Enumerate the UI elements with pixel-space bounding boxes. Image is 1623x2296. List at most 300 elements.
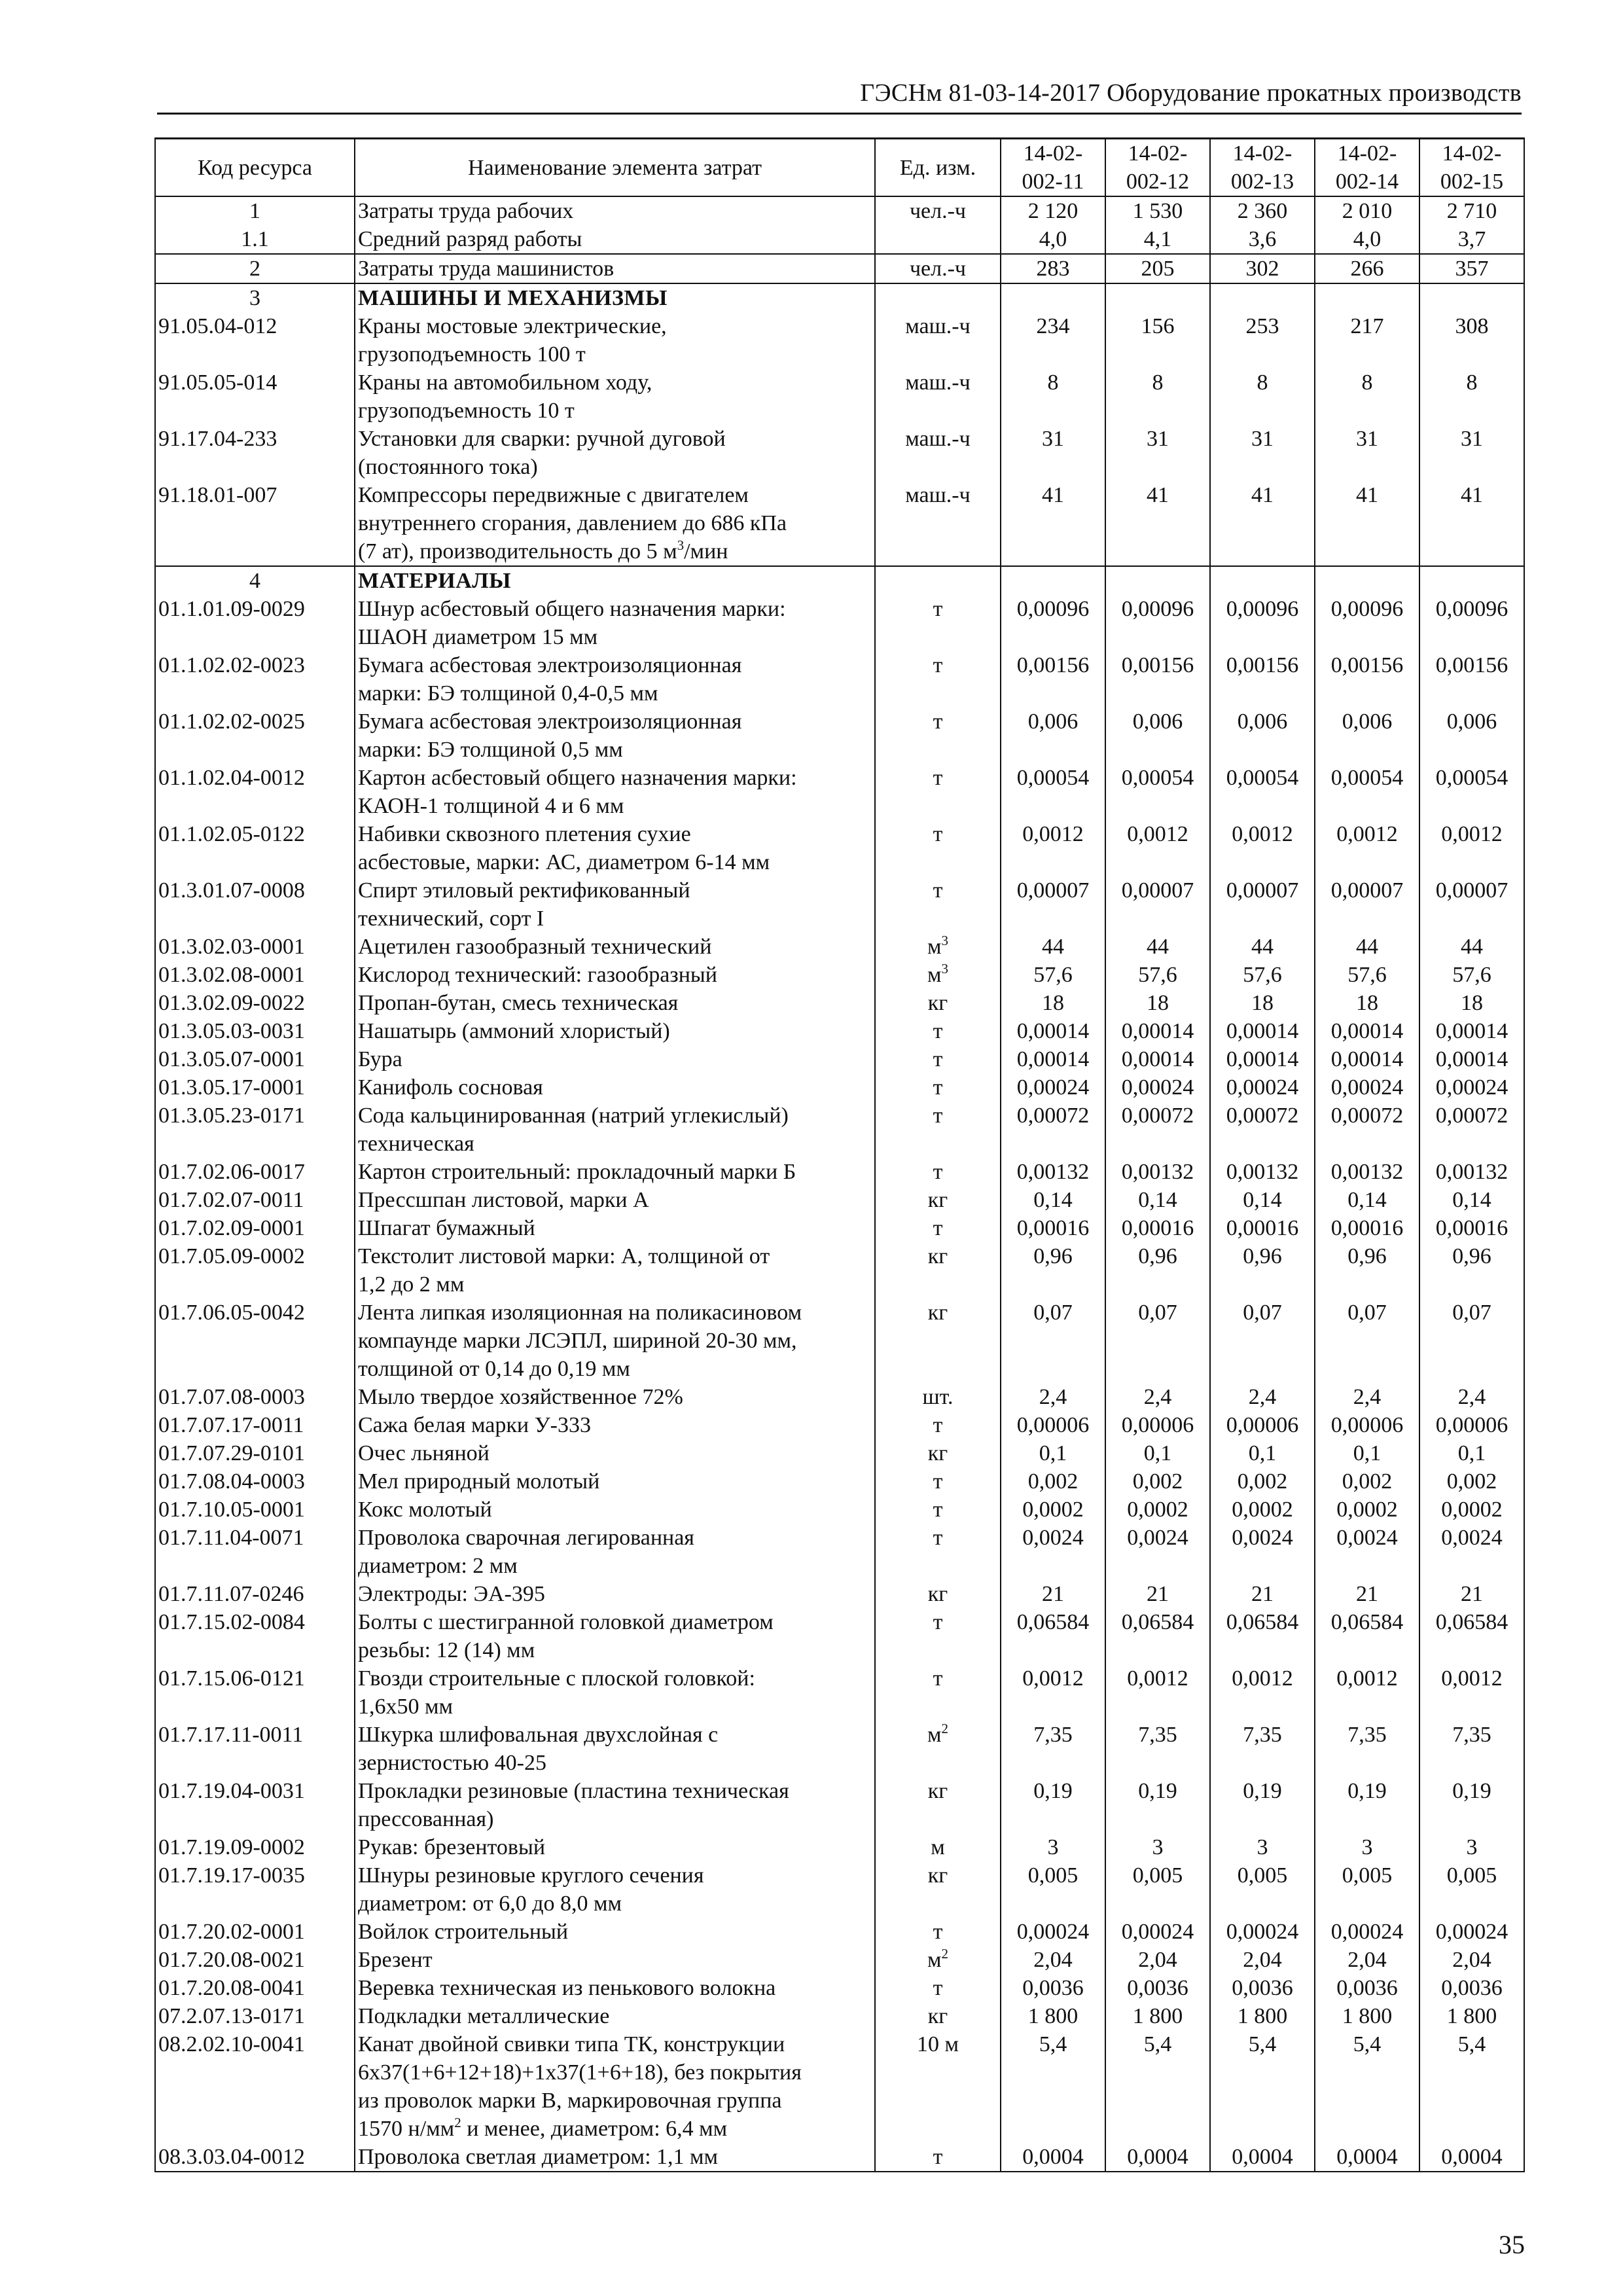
norm-value: [1105, 566, 1210, 595]
norm-value: 3: [1105, 1833, 1210, 1861]
norm-value: 2,4: [1419, 1383, 1524, 1411]
norm-value: 0,19: [1105, 1777, 1210, 1833]
norm-value: 0,00016: [1315, 1214, 1419, 1242]
table-row: [155, 1467, 1524, 1496]
table-row: [155, 196, 1524, 225]
unit: т: [875, 1045, 1001, 1073]
norm-value: [1210, 566, 1315, 595]
resource-name: [355, 425, 875, 481]
resource-name-line: Сажа белая марки У-333: [358, 1413, 591, 1437]
resource-name: [355, 1299, 875, 1383]
resource-name-line: Картон асбестовый общего назначения марки:: [358, 766, 797, 790]
table-row: [155, 2002, 1524, 2030]
norm-value: 0,0036: [1210, 1974, 1315, 2002]
resource-name-line: Очес льняной: [358, 1441, 490, 1465]
resource-name: [355, 1242, 875, 1299]
resource-name: [355, 1045, 875, 1073]
norm-value: 18: [1419, 989, 1524, 1017]
header-norm-line: 14-02-: [1128, 141, 1188, 166]
resource-name: [355, 368, 875, 425]
resource-code: 01.7.02.09-0001: [155, 1214, 355, 1242]
unit: т: [875, 1664, 1001, 1721]
unit: т: [875, 595, 1001, 651]
norm-value: 0,00132: [1210, 1158, 1315, 1186]
resource-name-line: резьбы: 12 (14) мм: [358, 1638, 535, 1662]
resource-name-line: Краны на автомобильном ходу,: [358, 370, 652, 395]
resource-name-line: Подкладки металлические: [358, 2004, 610, 2028]
resource-name-line: (7 ат), производительность до 5 $м^3$/мин: [358, 537, 728, 564]
resource-name-line: диаметром: от 6,0 до 8,0 мм: [358, 1892, 622, 1916]
norm-value: 2,04: [1315, 1946, 1419, 1974]
norm-value: 41: [1001, 481, 1105, 566]
norm-value: 57,6: [1105, 961, 1210, 989]
table-row: [155, 368, 1524, 425]
norm-value: 0,00072: [1105, 1102, 1210, 1158]
resource-code: 08.3.03.04-0012: [155, 2143, 355, 2172]
unit: кг: [875, 1861, 1001, 1918]
header-name: Наименование элемента затрат: [355, 139, 875, 197]
superscript: 3: [941, 933, 948, 948]
norm-value: 3: [1001, 1833, 1105, 1861]
norm-value: 0,00132: [1001, 1158, 1105, 1186]
resource-name-line: Электроды: ЭА-395: [358, 1582, 545, 1606]
norm-value: 217: [1315, 312, 1419, 368]
norm-value: 8: [1315, 368, 1419, 425]
norm-value: 41: [1315, 481, 1419, 566]
table-row: [155, 1946, 1524, 1974]
resource-name: [355, 1411, 875, 1439]
table-row: [155, 595, 1524, 651]
norm-value: 0,14: [1419, 1186, 1524, 1214]
resource-name-line: Проволока сварочная легированная: [358, 1526, 694, 1550]
norm-value: 0,96: [1315, 1242, 1419, 1299]
norm-value: 0,00016: [1210, 1214, 1315, 1242]
norm-value: 0,00024: [1419, 1073, 1524, 1102]
norm-value: 0,06584: [1315, 1608, 1419, 1664]
norm-value: 0,00054: [1105, 764, 1210, 820]
resource-table: [154, 137, 1525, 2172]
norm-value: 44: [1315, 933, 1419, 961]
unit: $м^3$: [875, 933, 1001, 961]
norm-value: 2 120: [1001, 196, 1105, 225]
resource-name-line: Шпагат бумажный: [358, 1216, 535, 1240]
resource-name-line: Проволока светлая диаметром: 1,1 мм: [358, 2145, 719, 2169]
unit: т: [875, 651, 1001, 708]
norm-value: 0,0012: [1001, 1664, 1105, 1721]
norm-value: 0,00054: [1419, 764, 1524, 820]
resource-name: [355, 1524, 875, 1580]
norm-value: 0,0012: [1210, 820, 1315, 876]
resource-code: 01.3.02.03-0001: [155, 933, 355, 961]
resource-code: 01.7.02.06-0017: [155, 1158, 355, 1186]
unit: т: [875, 1467, 1001, 1496]
norm-value: 41: [1210, 481, 1315, 566]
table-row: [155, 1242, 1524, 1299]
unit: кг: [875, 1439, 1001, 1467]
norm-value: 0,0004: [1210, 2143, 1315, 2172]
resource-code: 08.2.02.10-0041: [155, 2030, 355, 2143]
resource-name-line: Установки для сварки: ручной дуговой: [358, 427, 726, 451]
resource-name-line: 1,2 до 2 мм: [358, 1272, 465, 1297]
norm-value: 8: [1105, 368, 1210, 425]
norm-value: 0,19: [1210, 1777, 1315, 1833]
norm-value: 0,00054: [1001, 764, 1105, 820]
resource-name-line: Затраты труда рабочих: [358, 199, 574, 223]
norm-value: 0,0012: [1105, 1664, 1210, 1721]
resource-code: 01.1.02.02-0025: [155, 708, 355, 764]
resource-name: [355, 312, 875, 368]
norm-value: 2,4: [1105, 1383, 1210, 1411]
norm-value: 0,00096: [1315, 595, 1419, 651]
unit: м: [875, 1833, 1001, 1861]
resource-name-line: Мыло твердое хозяйственное 72%: [358, 1385, 683, 1409]
norm-value: 31: [1001, 425, 1105, 481]
norm-value: 0,0024: [1419, 1524, 1524, 1580]
norm-value: 0,00156: [1001, 651, 1105, 708]
norm-value: 21: [1105, 1580, 1210, 1608]
norm-value: 0,0004: [1105, 2143, 1210, 2172]
norm-value: 0,00132: [1105, 1158, 1210, 1186]
resource-name-line: Шкурка шлифовальная двухслойная с: [358, 1723, 719, 1747]
unit: маш.-ч: [875, 481, 1001, 566]
resource-name-line: Набивки сквозного плетения сухие: [358, 822, 691, 846]
norm-value: 7,35: [1315, 1721, 1419, 1777]
norm-value: 18: [1210, 989, 1315, 1017]
table-row: [155, 708, 1524, 764]
resource-name: [355, 1833, 875, 1861]
norm-value: 0,00014: [1105, 1045, 1210, 1073]
resource-name: [355, 1439, 875, 1467]
superscript: 3: [941, 961, 948, 977]
header-norm-line: 002-15: [1440, 170, 1504, 194]
norm-value: 0,0012: [1315, 820, 1419, 876]
norm-value: 3: [1315, 1833, 1419, 1861]
norm-value: 8: [1001, 368, 1105, 425]
unit: кг: [875, 1186, 1001, 1214]
resource-name-line: Кислород технический: газообразный: [358, 963, 717, 987]
resource-name-line: из проволок марки В, маркировочная группа: [358, 2089, 782, 2113]
norm-value: 3: [1210, 1833, 1315, 1861]
table-row: [155, 1496, 1524, 1524]
resource-code: 01.7.19.09-0002: [155, 1833, 355, 1861]
resource-name-line: Шнур асбестовый общего назначения марки:: [358, 597, 786, 621]
norm-value: 1 800: [1105, 2002, 1210, 2030]
norm-value: 2,04: [1210, 1946, 1315, 1974]
norm-value: 31: [1419, 425, 1524, 481]
unit: [875, 225, 1001, 254]
resource-name-line: Болты с шестигранной головкой диаметром: [358, 1610, 774, 1634]
resource-name-line: ШАОН диаметром 15 мм: [358, 625, 598, 649]
norm-value: 0,006: [1001, 708, 1105, 764]
table-row: [155, 1073, 1524, 1102]
norm-value: 21: [1210, 1580, 1315, 1608]
norm-value: 0,0024: [1001, 1524, 1105, 1580]
resource-name-line: Компрессоры передвижные с двигателем: [358, 483, 749, 507]
norm-value: 0,19: [1419, 1777, 1524, 1833]
table-row: [155, 1411, 1524, 1439]
norm-value: 31: [1105, 425, 1210, 481]
header-norm: [1315, 139, 1419, 197]
unit: шт.: [875, 1383, 1001, 1411]
resource-name-line: Прессшпан листовой, марки А: [358, 1188, 649, 1212]
unit: т: [875, 1017, 1001, 1045]
norm-value: 0,19: [1315, 1777, 1419, 1833]
table-row: [155, 989, 1524, 1017]
table-row: [155, 425, 1524, 481]
norm-value: 3,7: [1419, 225, 1524, 254]
resource-code: 01.7.02.07-0011: [155, 1186, 355, 1214]
resource-code: 01.7.20.02-0001: [155, 1918, 355, 1946]
norm-value: [1315, 566, 1419, 595]
norm-value: [1315, 283, 1419, 312]
norm-value: 21: [1315, 1580, 1419, 1608]
norm-value: 0,00006: [1419, 1411, 1524, 1439]
header-norm: [1210, 139, 1315, 197]
resource-name-line: Ацетилен газообразный технический: [358, 935, 712, 959]
resource-name-line: асбестовые, марки: АС, диаметром 6-14 мм: [358, 850, 770, 874]
norm-value: 0,1: [1001, 1439, 1105, 1467]
norm-value: 2,4: [1210, 1383, 1315, 1411]
norm-value: 2 710: [1419, 196, 1524, 225]
norm-value: 0,00007: [1210, 876, 1315, 933]
table-row: [155, 1918, 1524, 1946]
resource-name-line: Кокс молотый: [358, 1498, 492, 1522]
unit: кг: [875, 1299, 1001, 1383]
norm-value: 302: [1210, 254, 1315, 283]
resource-code: 01.3.05.17-0001: [155, 1073, 355, 1102]
norm-value: 0,0036: [1419, 1974, 1524, 2002]
table-row: [155, 1045, 1524, 1073]
header-unit: Ед. изм.: [875, 139, 1001, 197]
norm-value: 0,00096: [1105, 595, 1210, 651]
resource-code: 1.1: [155, 225, 355, 254]
resource-name: [355, 1664, 875, 1721]
norm-value: 8: [1210, 368, 1315, 425]
norm-value: 0,07: [1419, 1299, 1524, 1383]
norm-value: 21: [1001, 1580, 1105, 1608]
norm-value: 4,1: [1105, 225, 1210, 254]
resource-name-line: Рукав: брезентовый: [358, 1835, 546, 1859]
norm-value: 0,1: [1105, 1439, 1210, 1467]
resource-name: [355, 2002, 875, 2030]
resource-name-line: Канифоль сосновая: [358, 1075, 543, 1100]
unit: $м^2$: [875, 1721, 1001, 1777]
norm-value: 0,00014: [1315, 1017, 1419, 1045]
unit: т: [875, 1608, 1001, 1664]
norm-value: 7,35: [1210, 1721, 1315, 1777]
resource-name: [355, 2030, 875, 2143]
norm-value: 0,0002: [1105, 1496, 1210, 1524]
norm-value: 21: [1419, 1580, 1524, 1608]
table-row: [155, 933, 1524, 961]
norm-value: 0,00014: [1419, 1017, 1524, 1045]
resource-name-line: 6х37(1+6+12+18)+1х37(1+6+18), без покрытия: [358, 2060, 802, 2085]
resource-code: 01.7.19.04-0031: [155, 1777, 355, 1833]
norm-value: [1001, 566, 1105, 595]
header-norm-line: 002-12: [1126, 170, 1190, 194]
resource-name-line: толщиной от 0,14 до 0,19 мм: [358, 1357, 630, 1381]
resource-name-line: техническая: [358, 1132, 474, 1156]
norm-value: 0,0012: [1419, 820, 1524, 876]
norm-value: 0,00024: [1210, 1073, 1315, 1102]
unit: 10 м: [875, 2030, 1001, 2143]
superscript: 2: [454, 2115, 461, 2130]
table-row: [155, 1439, 1524, 1467]
resource-name: [355, 1580, 875, 1608]
norm-value: 5,4: [1210, 2030, 1315, 2143]
norm-value: 0,00006: [1001, 1411, 1105, 1439]
norm-value: 0,00024: [1419, 1918, 1524, 1946]
resource-name: [355, 1073, 875, 1102]
norm-value: 0,00014: [1105, 1017, 1210, 1045]
norm-value: 2,04: [1105, 1946, 1210, 1974]
resource-name-line: КАОН-1 толщиной 4 и 6 мм: [358, 794, 624, 818]
resource-code: 01.7.20.08-0021: [155, 1946, 355, 1974]
norm-value: 0,002: [1105, 1467, 1210, 1496]
table-row: [155, 1158, 1524, 1186]
norm-value: 0,00024: [1105, 1918, 1210, 1946]
resource-name: [355, 651, 875, 708]
norm-value: 0,0012: [1210, 1664, 1315, 1721]
superscript: 3: [677, 537, 685, 553]
table-row: [155, 1017, 1524, 1045]
norm-value: 0,00006: [1315, 1411, 1419, 1439]
table-row: [155, 1383, 1524, 1411]
norm-value: 0,0012: [1315, 1664, 1419, 1721]
norm-value: 8: [1419, 368, 1524, 425]
resource-code: 01.3.05.07-0001: [155, 1045, 355, 1073]
norm-value: 0,19: [1001, 1777, 1105, 1833]
resource-name-line: Шнуры резиновые круглого сечения: [358, 1863, 704, 1888]
norm-value: 0,00072: [1315, 1102, 1419, 1158]
resource-name: [355, 566, 875, 595]
header-norm-line: 14-02-: [1232, 141, 1293, 166]
header-code: Код ресурса: [155, 139, 355, 197]
norm-value: 0,00007: [1105, 876, 1210, 933]
resource-name: [355, 876, 875, 933]
resource-name-line: Картон строительный: прокладочный марки Б: [358, 1160, 796, 1184]
norm-value: 308: [1419, 312, 1524, 368]
resource-name: [355, 1383, 875, 1411]
unit: т: [875, 1158, 1001, 1186]
norm-value: 0,0012: [1419, 1664, 1524, 1721]
section-row: [155, 283, 1524, 312]
norm-value: 0,002: [1315, 1467, 1419, 1496]
unit: кг: [875, 1777, 1001, 1833]
resource-code: 01.7.06.05-0042: [155, 1299, 355, 1383]
norm-value: 0,14: [1001, 1186, 1105, 1214]
norm-value: 205: [1105, 254, 1210, 283]
table-row: [155, 820, 1524, 876]
resource-name-line: зернистостью 40-25: [358, 1751, 546, 1775]
table-row: [155, 1721, 1524, 1777]
norm-value: 18: [1105, 989, 1210, 1017]
norm-value: 0,002: [1001, 1467, 1105, 1496]
table-row: [155, 2143, 1524, 2172]
norm-value: 0,006: [1419, 708, 1524, 764]
resource-name-line: Спирт этиловый ректификованный: [358, 878, 690, 903]
norm-value: 5,4: [1315, 2030, 1419, 2143]
norm-value: 0,005: [1210, 1861, 1315, 1918]
unit: т: [875, 708, 1001, 764]
unit: $м^3$: [875, 961, 1001, 989]
norm-value: 0,07: [1210, 1299, 1315, 1383]
resource-code: 01.7.08.04-0003: [155, 1467, 355, 1496]
resource-name-line: технический, сорт I: [358, 906, 544, 931]
norm-value: 2,4: [1315, 1383, 1419, 1411]
resource-name-line: Войлок строительный: [358, 1920, 569, 1944]
norm-value: 2,4: [1001, 1383, 1105, 1411]
norm-value: 0,00156: [1419, 651, 1524, 708]
norm-value: 7,35: [1105, 1721, 1210, 1777]
resource-name: [355, 961, 875, 989]
norm-value: 2 360: [1210, 196, 1315, 225]
norm-value: 0,005: [1315, 1861, 1419, 1918]
norm-value: 57,6: [1001, 961, 1105, 989]
norm-value: 31: [1210, 425, 1315, 481]
norm-value: 0,0024: [1315, 1524, 1419, 1580]
norm-value: 0,00156: [1105, 651, 1210, 708]
resource-name-line: Бумага асбестовая электроизоляционная: [358, 709, 742, 734]
header-norm-line: 14-02-: [1337, 141, 1397, 166]
norm-value: 0,1: [1315, 1439, 1419, 1467]
norm-value: 0,1: [1210, 1439, 1315, 1467]
norm-value: 0,00024: [1210, 1918, 1315, 1946]
norm-value: 0,0012: [1001, 820, 1105, 876]
resource-code: 91.05.04-012: [155, 312, 355, 368]
resource-code: 01.3.02.09-0022: [155, 989, 355, 1017]
norm-value: 0,0002: [1001, 1496, 1105, 1524]
resource-code: 01.7.11.07-0246: [155, 1580, 355, 1608]
norm-value: 0,006: [1105, 708, 1210, 764]
norm-value: 0,00007: [1315, 876, 1419, 933]
norm-value: 0,0012: [1105, 820, 1210, 876]
norm-value: 41: [1105, 481, 1210, 566]
resource-code: 3: [155, 283, 355, 312]
norm-value: 0,0024: [1210, 1524, 1315, 1580]
resource-code: 01.3.05.23-0171: [155, 1102, 355, 1158]
norm-value: 0,06584: [1419, 1608, 1524, 1664]
unit: кг: [875, 2002, 1001, 2030]
resource-name: [355, 1946, 875, 1974]
norm-value: 4,0: [1315, 225, 1419, 254]
resource-name-line: грузоподъемность 100 т: [358, 342, 586, 367]
unit: маш.-ч: [875, 368, 1001, 425]
norm-value: 0,00072: [1001, 1102, 1105, 1158]
norm-value: 283: [1001, 254, 1105, 283]
resource-code: 01.7.07.17-0011: [155, 1411, 355, 1439]
header-norm-line: 002-14: [1335, 170, 1399, 194]
unit: т: [875, 1918, 1001, 1946]
norm-value: 357: [1419, 254, 1524, 283]
unit: т: [875, 2143, 1001, 2172]
resource-name-line: внутреннего сгорания, давлением до 686 кПа: [358, 511, 787, 535]
table-row: [155, 312, 1524, 368]
norm-value: 0,00006: [1105, 1411, 1210, 1439]
resource-code: 01.7.11.04-0071: [155, 1524, 355, 1580]
table-row: [155, 2030, 1524, 2143]
table-row: [155, 1777, 1524, 1833]
resource-name-line: прессованная): [358, 1807, 494, 1831]
table-row: [155, 961, 1524, 989]
resource-name: [355, 225, 875, 254]
resource-code: 01.7.15.02-0084: [155, 1608, 355, 1664]
resource-name: [355, 254, 875, 283]
resource-name-line: (постоянного тока): [358, 455, 538, 479]
unit: кг: [875, 989, 1001, 1017]
norm-value: 0,00072: [1419, 1102, 1524, 1158]
norm-value: 0,00156: [1210, 651, 1315, 708]
